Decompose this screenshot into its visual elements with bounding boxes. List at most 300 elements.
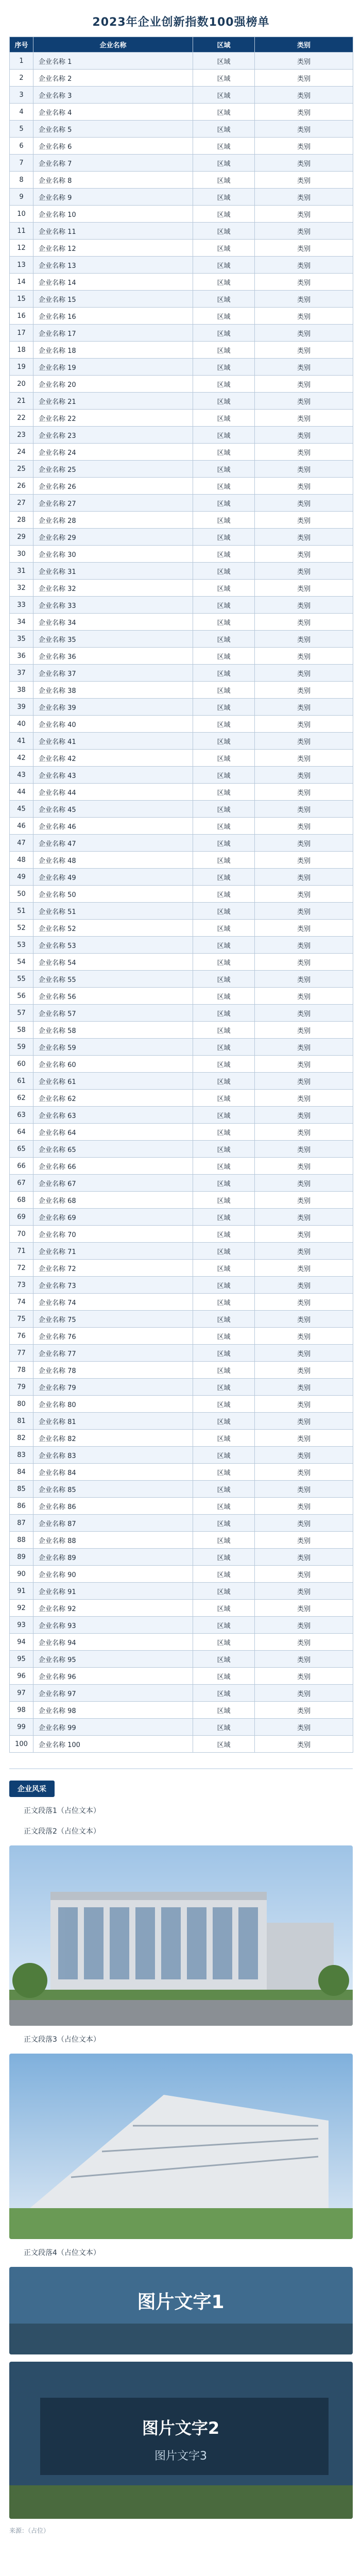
company-name: 企业名称 89 xyxy=(33,1549,193,1566)
table-row xyxy=(10,1056,353,1073)
table-row xyxy=(10,444,353,461)
rank-number: 94 xyxy=(10,1634,33,1651)
company-category: 类别 xyxy=(255,359,353,376)
company-category: 类别 xyxy=(255,1124,353,1141)
rank-number: 65 xyxy=(10,1141,33,1158)
company-name: 企业名称 70 xyxy=(33,1226,193,1243)
table-row xyxy=(10,376,353,393)
table-row xyxy=(10,206,353,223)
table-row xyxy=(10,1362,353,1379)
company-name: 企业名称 9 xyxy=(33,189,193,206)
table-row xyxy=(10,155,353,172)
table-row xyxy=(10,410,353,427)
company-name: 企业名称 49 xyxy=(33,869,193,886)
company-name: 企业名称 59 xyxy=(33,1039,193,1056)
company-category: 类别 xyxy=(255,189,353,206)
ranking-table xyxy=(9,37,353,1753)
photo-banner-text: 图片文字2 xyxy=(142,2418,220,2438)
company-area: 区域 xyxy=(193,1277,255,1294)
rank-number: 78 xyxy=(10,1362,33,1379)
company-category: 类别 xyxy=(255,971,353,988)
table-row xyxy=(10,240,353,257)
company-name: 企业名称 6 xyxy=(33,138,193,155)
article-body xyxy=(0,1797,362,2535)
company-area: 区域 xyxy=(193,852,255,869)
company-category: 类别 xyxy=(255,1634,353,1651)
company-area: 区域 xyxy=(193,478,255,495)
rank-number: 55 xyxy=(10,971,33,988)
table-row xyxy=(10,1481,353,1498)
rank-number: 25 xyxy=(10,461,33,478)
rank-number: 72 xyxy=(10,1260,33,1277)
table-row xyxy=(10,665,353,682)
rank-number: 57 xyxy=(10,1005,33,1022)
rank-number: 75 xyxy=(10,1311,33,1328)
company-category: 类别 xyxy=(255,1379,353,1396)
table-row xyxy=(10,1260,353,1277)
rank-number: 14 xyxy=(10,274,33,291)
rank-number: 69 xyxy=(10,1209,33,1226)
table-row xyxy=(10,495,353,512)
company-area: 区域 xyxy=(193,1413,255,1430)
company-area: 区域 xyxy=(193,172,255,189)
rank-number: 33 xyxy=(10,597,33,614)
rank-number: 16 xyxy=(10,308,33,325)
table-row xyxy=(10,699,353,716)
company-area: 区域 xyxy=(193,784,255,801)
company-name: 企业名称 39 xyxy=(33,699,193,716)
rank-number: 46 xyxy=(10,818,33,835)
company-category: 类别 xyxy=(255,206,353,223)
rank-number: 54 xyxy=(10,954,33,971)
company-category: 类别 xyxy=(255,410,353,427)
rank-number: 21 xyxy=(10,393,33,410)
company-area: 区域 xyxy=(193,342,255,359)
table-row xyxy=(10,1566,353,1583)
table-row xyxy=(10,1464,353,1481)
company-name: 企业名称 55 xyxy=(33,971,193,988)
company-category: 类别 xyxy=(255,427,353,444)
company-category: 类别 xyxy=(255,1464,353,1481)
company-area: 区域 xyxy=(193,410,255,427)
company-area: 区域 xyxy=(193,1039,255,1056)
rank-number: 82 xyxy=(10,1430,33,1447)
company-name: 企业名称 2 xyxy=(33,70,193,87)
table-row xyxy=(10,223,353,240)
company-area: 区域 xyxy=(193,937,255,954)
company-area: 区域 xyxy=(193,393,255,410)
rank-number: 83 xyxy=(10,1447,33,1464)
company-category: 类别 xyxy=(255,665,353,682)
company-category: 类别 xyxy=(255,818,353,835)
photo-banner-text: 图片文字3 xyxy=(154,2450,207,2463)
table-row xyxy=(10,325,353,342)
company-name: 企业名称 46 xyxy=(33,818,193,835)
company-category: 类别 xyxy=(255,172,353,189)
company-name: 企业名称 26 xyxy=(33,478,193,495)
company-area: 区域 xyxy=(193,1192,255,1209)
company-area: 区域 xyxy=(193,1549,255,1566)
company-category: 类别 xyxy=(255,240,353,257)
company-name: 企业名称 23 xyxy=(33,427,193,444)
company-category: 类别 xyxy=(255,937,353,954)
table-row xyxy=(10,954,353,971)
table-row xyxy=(10,1617,353,1634)
company-name: 企业名称 14 xyxy=(33,274,193,291)
company-name: 企业名称 47 xyxy=(33,835,193,852)
company-area: 区域 xyxy=(193,1651,255,1668)
company-area: 区域 xyxy=(193,495,255,512)
table-row xyxy=(10,53,353,70)
company-area: 区域 xyxy=(193,291,255,308)
company-area: 区域 xyxy=(193,87,255,104)
rank-number: 11 xyxy=(10,223,33,240)
company-area: 区域 xyxy=(193,580,255,597)
rank-number: 86 xyxy=(10,1498,33,1515)
company-area: 区域 xyxy=(193,886,255,903)
company-category: 类别 xyxy=(255,121,353,138)
company-category: 类别 xyxy=(255,512,353,529)
company-category: 类别 xyxy=(255,1668,353,1685)
company-area: 区域 xyxy=(193,1107,255,1124)
company-category: 类别 xyxy=(255,614,353,631)
company-name: 企业名称 61 xyxy=(33,1073,193,1090)
company-name: 企业名称 71 xyxy=(33,1243,193,1260)
company-name: 企业名称 73 xyxy=(33,1277,193,1294)
company-category: 类别 xyxy=(255,988,353,1005)
rank-number: 44 xyxy=(10,784,33,801)
company-name: 企业名称 87 xyxy=(33,1515,193,1532)
company-area: 区域 xyxy=(193,104,255,121)
company-category: 类别 xyxy=(255,1141,353,1158)
photo-banner-top-graphic xyxy=(9,2267,353,2354)
table-row xyxy=(10,1005,353,1022)
table-row xyxy=(10,478,353,495)
company-area: 区域 xyxy=(193,1243,255,1260)
company-area: 区域 xyxy=(193,733,255,750)
company-name: 企业名称 79 xyxy=(33,1379,193,1396)
company-category: 类别 xyxy=(255,580,353,597)
rank-number: 2 xyxy=(10,70,33,87)
rank-number: 61 xyxy=(10,1073,33,1090)
company-area: 区域 xyxy=(193,1141,255,1158)
table-row xyxy=(10,1073,353,1090)
rank-number: 39 xyxy=(10,699,33,716)
column-header: 企业名称 xyxy=(33,37,193,53)
rank-number: 28 xyxy=(10,512,33,529)
company-category: 类别 xyxy=(255,546,353,563)
company-name: 企业名称 75 xyxy=(33,1311,193,1328)
company-category: 类别 xyxy=(255,1685,353,1702)
company-area: 区域 xyxy=(193,1532,255,1549)
company-area: 区域 xyxy=(193,801,255,818)
company-category: 类别 xyxy=(255,104,353,121)
company-area: 区域 xyxy=(193,1600,255,1617)
company-category: 类别 xyxy=(255,1362,353,1379)
company-category: 类别 xyxy=(255,835,353,852)
rank-number: 34 xyxy=(10,614,33,631)
company-area: 区域 xyxy=(193,1158,255,1175)
company-category: 类别 xyxy=(255,495,353,512)
company-area: 区域 xyxy=(193,1090,255,1107)
company-area: 区域 xyxy=(193,631,255,648)
table-row xyxy=(10,1396,353,1413)
company-area: 区域 xyxy=(193,1447,255,1464)
table-row xyxy=(10,750,353,767)
company-category: 类别 xyxy=(255,1175,353,1192)
company-name: 企业名称 30 xyxy=(33,546,193,563)
company-category: 类别 xyxy=(255,1498,353,1515)
table-row xyxy=(10,1175,353,1192)
table-row xyxy=(10,1736,353,1753)
company-area: 区域 xyxy=(193,1294,255,1311)
company-name: 企业名称 76 xyxy=(33,1328,193,1345)
company-category: 类别 xyxy=(255,1430,353,1447)
table-row xyxy=(10,393,353,410)
company-category: 类别 xyxy=(255,461,353,478)
rank-number: 70 xyxy=(10,1226,33,1243)
company-name: 企业名称 27 xyxy=(33,495,193,512)
rank-number: 17 xyxy=(10,325,33,342)
company-name: 企业名称 24 xyxy=(33,444,193,461)
company-name: 企业名称 56 xyxy=(33,988,193,1005)
table-row xyxy=(10,886,353,903)
rank-number: 85 xyxy=(10,1481,33,1498)
company-category: 类别 xyxy=(255,1345,353,1362)
company-category: 类别 xyxy=(255,563,353,580)
table-row xyxy=(10,835,353,852)
company-category: 类别 xyxy=(255,291,353,308)
rank-number: 58 xyxy=(10,1022,33,1039)
rank-number: 36 xyxy=(10,648,33,665)
company-name: 企业名称 32 xyxy=(33,580,193,597)
company-name: 企业名称 82 xyxy=(33,1430,193,1447)
company-area: 区域 xyxy=(193,1073,255,1090)
rank-number: 90 xyxy=(10,1566,33,1583)
company-name: 企业名称 100 xyxy=(33,1736,193,1753)
company-name: 企业名称 48 xyxy=(33,852,193,869)
table-row xyxy=(10,937,353,954)
company-area: 区域 xyxy=(193,1702,255,1719)
company-area: 区域 xyxy=(193,648,255,665)
column-header: 区域 xyxy=(193,37,255,53)
table-row xyxy=(10,869,353,886)
company-area: 区域 xyxy=(193,988,255,1005)
rank-number: 52 xyxy=(10,920,33,937)
rank-number: 9 xyxy=(10,189,33,206)
company-category: 类别 xyxy=(255,1294,353,1311)
rank-number: 20 xyxy=(10,376,33,393)
company-area: 区域 xyxy=(193,1022,255,1039)
company-name: 企业名称 51 xyxy=(33,903,193,920)
company-name: 企业名称 80 xyxy=(33,1396,193,1413)
rank-number: 5 xyxy=(10,121,33,138)
company-category: 类别 xyxy=(255,1532,353,1549)
company-name: 企业名称 58 xyxy=(33,1022,193,1039)
company-area: 区域 xyxy=(193,818,255,835)
table-row xyxy=(10,1583,353,1600)
company-name: 企业名称 99 xyxy=(33,1719,193,1736)
rank-number: 45 xyxy=(10,801,33,818)
table-row xyxy=(10,597,353,614)
company-area: 区域 xyxy=(193,308,255,325)
company-name: 企业名称 93 xyxy=(33,1617,193,1634)
table-row xyxy=(10,1226,353,1243)
photo-headquarters-graphic xyxy=(9,2054,353,2239)
table-row xyxy=(10,1328,353,1345)
rank-number: 19 xyxy=(10,359,33,376)
company-area: 区域 xyxy=(193,1583,255,1600)
company-name: 企业名称 12 xyxy=(33,240,193,257)
table-row xyxy=(10,138,353,155)
company-category: 类别 xyxy=(255,1056,353,1073)
photo-campus-building xyxy=(9,1845,353,2026)
company-name: 企业名称 86 xyxy=(33,1498,193,1515)
company-category: 类别 xyxy=(255,529,353,546)
rank-number: 30 xyxy=(10,546,33,563)
company-area: 区域 xyxy=(193,1056,255,1073)
company-name: 企业名称 98 xyxy=(33,1702,193,1719)
rank-number: 12 xyxy=(10,240,33,257)
company-category: 类别 xyxy=(255,342,353,359)
table-row xyxy=(10,1277,353,1294)
rank-number: 67 xyxy=(10,1175,33,1192)
company-area: 区域 xyxy=(193,1719,255,1736)
company-name: 企业名称 57 xyxy=(33,1005,193,1022)
table-row xyxy=(10,1515,353,1532)
table-row xyxy=(10,121,353,138)
table-row xyxy=(10,104,353,121)
table-row xyxy=(10,1192,353,1209)
company-category: 类别 xyxy=(255,784,353,801)
company-category: 类别 xyxy=(255,903,353,920)
rank-number: 96 xyxy=(10,1668,33,1685)
company-name: 企业名称 37 xyxy=(33,665,193,682)
company-category: 类别 xyxy=(255,801,353,818)
rank-number: 66 xyxy=(10,1158,33,1175)
company-area: 区域 xyxy=(193,1685,255,1702)
company-area: 区域 xyxy=(193,53,255,70)
company-area: 区域 xyxy=(193,614,255,631)
rank-number: 7 xyxy=(10,155,33,172)
company-category: 类别 xyxy=(255,1260,353,1277)
rank-number: 62 xyxy=(10,1090,33,1107)
company-name: 企业名称 66 xyxy=(33,1158,193,1175)
company-category: 类别 xyxy=(255,87,353,104)
company-area: 区域 xyxy=(193,1311,255,1328)
table-row xyxy=(10,1430,353,1447)
table-row xyxy=(10,1532,353,1549)
table-row xyxy=(10,427,353,444)
paragraph: 正文段落2（占位文本） xyxy=(24,1827,100,1836)
company-area: 区域 xyxy=(193,1617,255,1634)
table-row xyxy=(10,1651,353,1668)
table-row xyxy=(10,767,353,784)
rank-number: 15 xyxy=(10,291,33,308)
photo-campus-building-graphic xyxy=(9,1845,353,2026)
photo-exhibition-sign-graphic xyxy=(9,2362,353,2519)
company-name: 企业名称 29 xyxy=(33,529,193,546)
rank-number: 56 xyxy=(10,988,33,1005)
company-category: 类别 xyxy=(255,1192,353,1209)
table-row xyxy=(10,529,353,546)
company-area: 区域 xyxy=(193,376,255,393)
table-row xyxy=(10,1107,353,1124)
table-row xyxy=(10,1039,353,1056)
company-name: 企业名称 34 xyxy=(33,614,193,631)
table-row xyxy=(10,1719,353,1736)
rank-number: 51 xyxy=(10,903,33,920)
company-category: 类别 xyxy=(255,733,353,750)
company-name: 企业名称 92 xyxy=(33,1600,193,1617)
company-category: 类别 xyxy=(255,1090,353,1107)
table-row xyxy=(10,648,353,665)
company-name: 企业名称 22 xyxy=(33,410,193,427)
company-area: 区域 xyxy=(193,257,255,274)
company-area: 区域 xyxy=(193,597,255,614)
table-row xyxy=(10,1345,353,1362)
table-row xyxy=(10,189,353,206)
company-area: 区域 xyxy=(193,223,255,240)
company-area: 区域 xyxy=(193,954,255,971)
table-row xyxy=(10,1685,353,1702)
table-row xyxy=(10,1209,353,1226)
company-category: 类别 xyxy=(255,750,353,767)
table-row xyxy=(10,342,353,359)
table-row xyxy=(10,1600,353,1617)
rank-number: 43 xyxy=(10,767,33,784)
table-row xyxy=(10,1702,353,1719)
company-category: 类别 xyxy=(255,1719,353,1736)
company-category: 类别 xyxy=(255,1549,353,1566)
company-category: 类别 xyxy=(255,1073,353,1090)
rank-number: 38 xyxy=(10,682,33,699)
company-name: 企业名称 20 xyxy=(33,376,193,393)
rank-number: 95 xyxy=(10,1651,33,1668)
company-name: 企业名称 13 xyxy=(33,257,193,274)
company-name: 企业名称 41 xyxy=(33,733,193,750)
company-category: 类别 xyxy=(255,393,353,410)
rank-number: 40 xyxy=(10,716,33,733)
rank-number: 77 xyxy=(10,1345,33,1362)
table-row xyxy=(10,1022,353,1039)
company-area: 区域 xyxy=(193,971,255,988)
company-area: 区域 xyxy=(193,1328,255,1345)
rank-number: 26 xyxy=(10,478,33,495)
company-category: 类别 xyxy=(255,1328,353,1345)
company-name: 企业名称 67 xyxy=(33,1175,193,1192)
company-area: 区域 xyxy=(193,1566,255,1583)
company-category: 类别 xyxy=(255,70,353,87)
company-name: 企业名称 40 xyxy=(33,716,193,733)
company-area: 区域 xyxy=(193,70,255,87)
company-name: 企业名称 78 xyxy=(33,1362,193,1379)
company-name: 企业名称 90 xyxy=(33,1566,193,1583)
company-category: 类别 xyxy=(255,257,353,274)
company-category: 类别 xyxy=(255,886,353,903)
rank-number: 59 xyxy=(10,1039,33,1056)
rank-number: 93 xyxy=(10,1617,33,1634)
company-area: 区域 xyxy=(193,1005,255,1022)
company-name: 企业名称 16 xyxy=(33,308,193,325)
rank-number: 47 xyxy=(10,835,33,852)
rank-number: 35 xyxy=(10,631,33,648)
company-name: 企业名称 52 xyxy=(33,920,193,937)
company-category: 类别 xyxy=(255,1651,353,1668)
company-category: 类别 xyxy=(255,920,353,937)
company-name: 企业名称 97 xyxy=(33,1685,193,1702)
company-area: 区域 xyxy=(193,1668,255,1685)
